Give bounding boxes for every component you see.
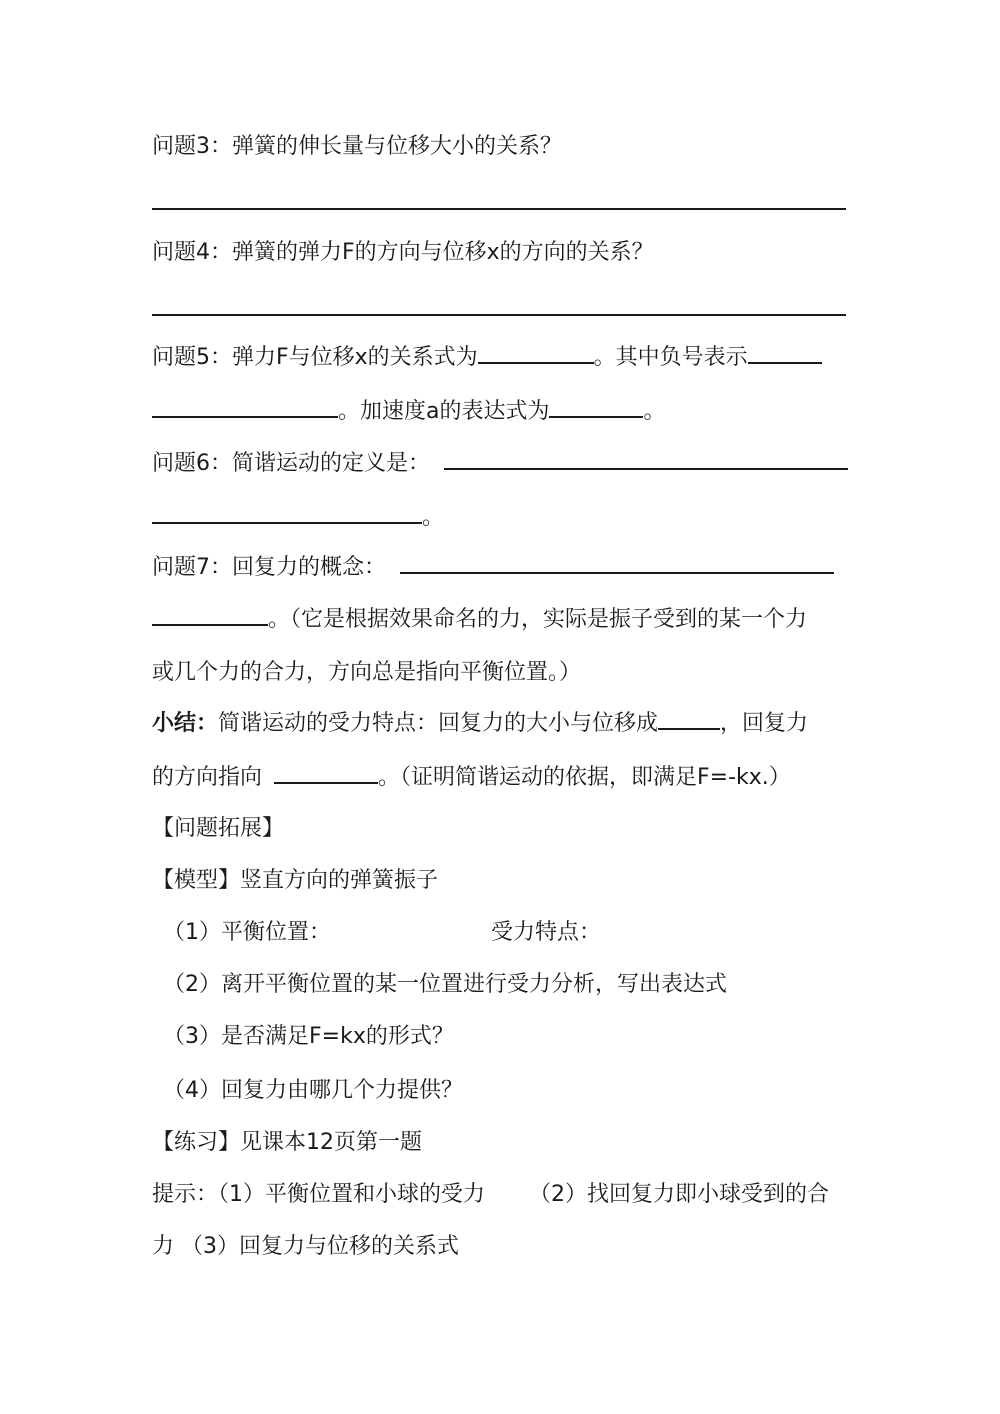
summary-text-c: 的方向指向	[152, 765, 263, 790]
summary-label: 小结：	[152, 711, 219, 736]
fill-blank-q7-a[interactable]	[400, 550, 834, 574]
model-item-4: （4）回复力由哪几个力提供？	[163, 1078, 463, 1103]
fill-blank-summary-a[interactable]	[658, 706, 720, 730]
summary-text-b: ，回复力	[720, 711, 809, 736]
q7-text-b: 。（它是根据效果命名的力，实际是振子受到的某一个力	[268, 607, 808, 632]
q5-text-d: 。	[643, 399, 666, 424]
fill-blank-q5-sign-b[interactable]	[152, 394, 338, 418]
model-item-3: （3）是否满足F=kx的形式？	[163, 1024, 454, 1049]
hint-line-1	[152, 1178, 852, 1212]
practice-heading: 【练习】见课本12页第一题	[152, 1130, 422, 1155]
q6-text-a: 问题6：简谐运动的定义是：	[152, 451, 430, 476]
answer-line-q3	[152, 208, 846, 210]
fill-blank-q7-b[interactable]	[152, 602, 268, 626]
q5-text-c: 。加速度a的表达式为	[338, 399, 550, 424]
hint-text-a: 提示：（1）平衡位置和小球的受力	[152, 1182, 485, 1207]
question-7-line-1	[152, 550, 852, 584]
model-heading: 【模型】竖直方向的弹簧振子	[152, 868, 439, 893]
summary-line-2	[152, 760, 852, 794]
fill-blank-q5-sign-a[interactable]	[748, 340, 822, 364]
question-6-line-2	[152, 500, 852, 534]
hint-text-b: （2）找回复力即小球受到的合	[529, 1182, 829, 1207]
question-3: 问题3：弹簧的伸长量与位移大小的关系？	[152, 134, 562, 159]
fill-blank-q6-a[interactable]	[444, 446, 848, 470]
summary-text-d: 。（证明简谐运动的依据，即满足F=-kx.）	[378, 765, 791, 790]
fill-blank-q5-accel[interactable]	[549, 394, 643, 418]
model-item-1-a: （1）平衡位置：	[163, 920, 331, 945]
q6-text-b: 。	[422, 505, 445, 530]
question-5-line-1	[152, 340, 852, 374]
fill-blank-q5-formula[interactable]	[478, 340, 594, 364]
answer-line-q4	[152, 314, 846, 316]
summary-line-1	[152, 706, 852, 740]
q5-text-a: 问题5：弹力F与位移x的关系式为	[152, 345, 478, 370]
extension-heading: 【问题拓展】	[152, 816, 285, 841]
fill-blank-summary-b[interactable]	[274, 760, 378, 784]
hint-line-2: 力 （3）回复力与位移的关系式	[152, 1234, 459, 1259]
question-6-line-1	[152, 446, 852, 480]
model-item-1	[163, 916, 863, 950]
question-4: 问题4：弹簧的弹力F的方向与位移x的方向的关系？	[152, 240, 654, 265]
model-item-2: （2）离开平衡位置的某一位置进行受力分析，写出表达式	[163, 972, 727, 997]
model-item-1-b: 受力特点：	[491, 920, 602, 945]
fill-blank-q6-b[interactable]	[152, 500, 422, 524]
q5-text-b: 。其中负号表示	[593, 345, 748, 370]
q7-text-a: 问题7：回复力的概念：	[152, 555, 386, 580]
question-7-line-2	[152, 602, 852, 636]
question-7-line-3: 或几个力的合力，方向总是指向平衡位置。）	[152, 660, 582, 685]
question-5-line-2	[152, 394, 852, 428]
summary-text-a: 简谐运动的受力特点：回复力的大小与位移成	[218, 711, 659, 736]
